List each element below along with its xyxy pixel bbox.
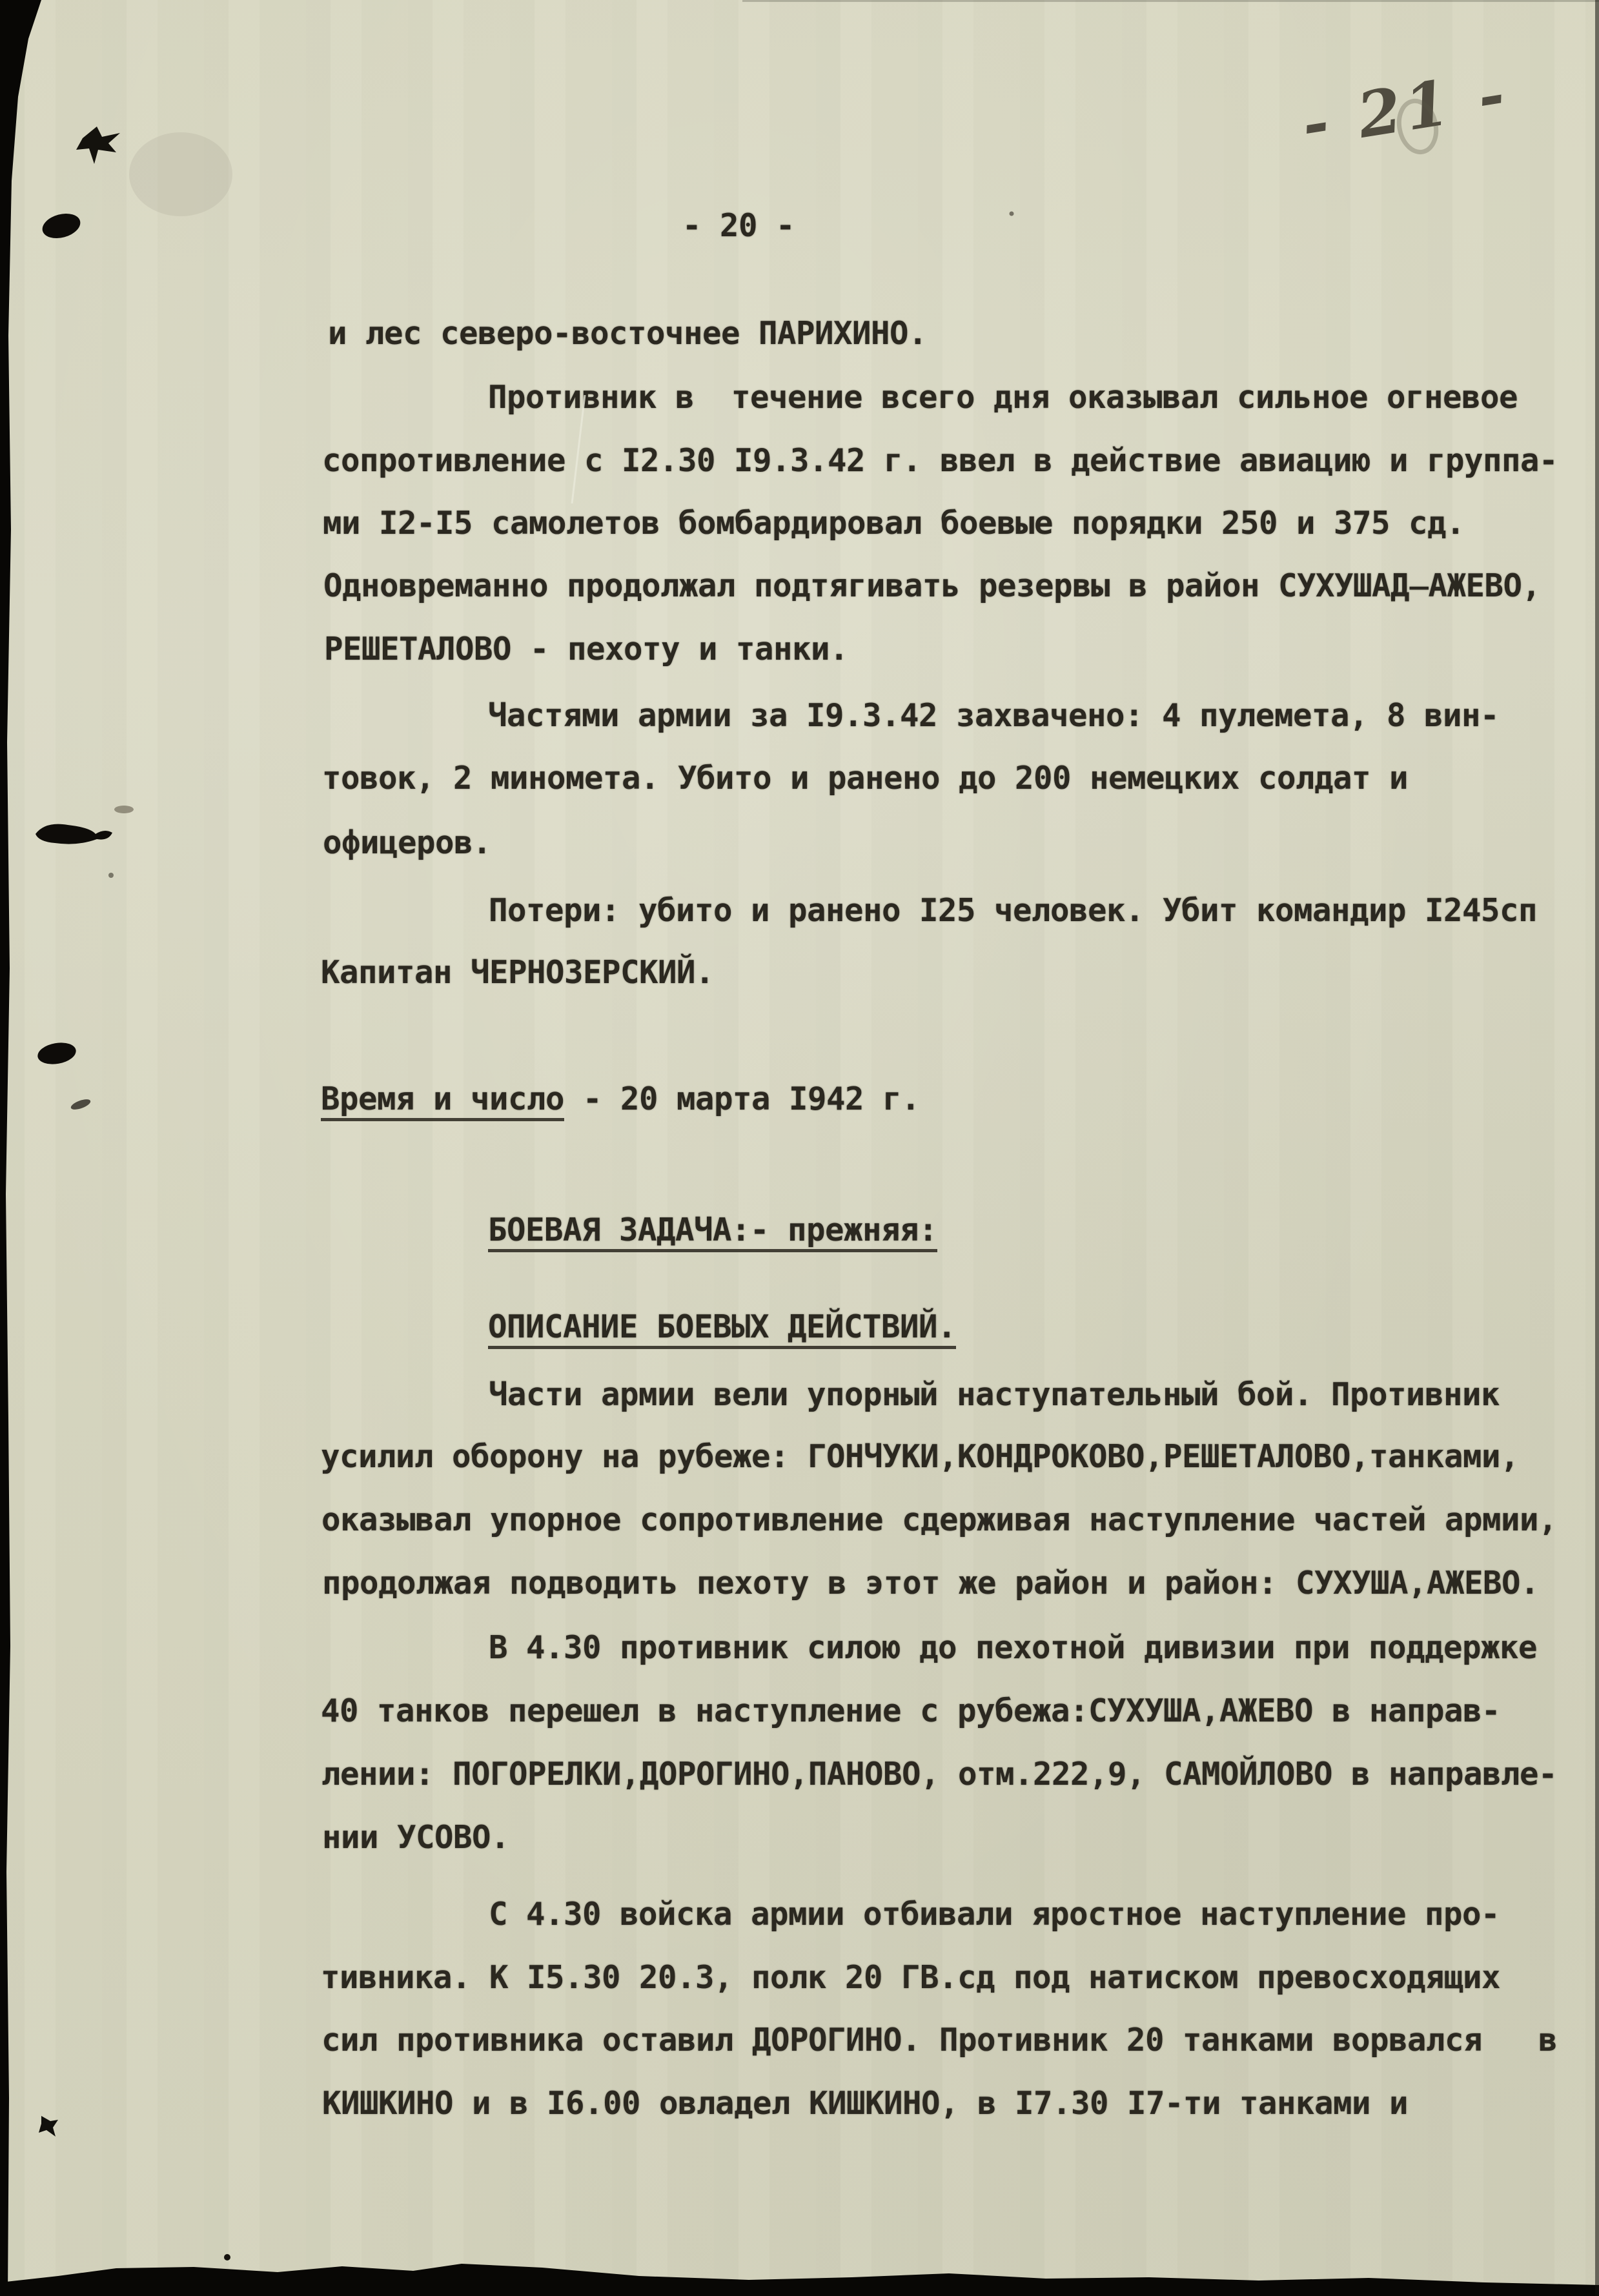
text-line [489,1629,1537,1667]
text-line [322,2084,1408,2123]
line-text: нии УСОВО. [322,1819,510,1856]
line-text: оказывал упорное сопротивление сдерживая наступление частей армии, [321,1501,1558,1538]
ink-blot [39,2116,58,2137]
line-text: Одновреманно продолжал подтягивать резервы в район СУХУШАД̶АЖЕВО, [323,567,1541,604]
text-line [321,1692,1500,1731]
line-text: продолжая подводить пехоту в этот же район и район: СУХУША,АЖЕВО. [322,1565,1540,1601]
text-line [322,759,1408,798]
line-text: ми I2-I5 самолетов бомбардировал боевые порядки 250 и 375 сд. [323,505,1465,542]
line-text: Потери: убито и ранено I25 человек. Убит командир I245сп [489,892,1538,929]
line-text: В 4.30 противник силою до пехотной дивизии при поддержке [489,1629,1538,1666]
scan-bottom-edge [0,2264,1599,2296]
line-text: Частями армии за I9.3.42 захвачено: 4 пулемета, 8 вин- [488,697,1500,734]
line-text: - 20 марта I942 г. [564,1081,921,1117]
scan-right-edge [1595,0,1599,2296]
line-text: Части армии вели упорный наступательный бой. Противник [489,1376,1500,1413]
ink-blot [76,127,120,164]
smudge [129,132,232,216]
ink-blot [36,1040,78,1067]
line-text: Капитан ЧЕРНОЗЕРСКИЙ. [321,954,715,991]
line-text: КИШКИНО и в I6.00 овладел КИШКИНО, в I7.30 I7-ти танками и [322,2085,1409,2122]
underlined-text: БОЕВАЯ ЗАДАЧА:- прежняя: [488,1212,937,1252]
line-text: С 4.30 войска армии отбивали яростное наступление про- [489,1896,1500,1933]
text-line [321,953,714,992]
text-line [322,442,1558,480]
text-line [323,504,1465,543]
text-line [321,1080,920,1119]
text-line [322,1564,1539,1603]
line-text: товок, 2 миномета. Убито и ранено до 200 немецких солдат и [322,760,1409,797]
speck [108,873,114,878]
text-line [488,696,1499,735]
text-line [321,1958,1500,1997]
line-text: тивника. К I5.30 20.3, полк 20 ГВ.сд под натиском превосходящих [321,1959,1501,1996]
text-line [321,1438,1519,1476]
text-line [321,2021,1557,2060]
text-line [488,1211,937,1250]
text-line [323,567,1541,605]
text-line [488,1308,956,1346]
line-text: РЕШЕТАЛОВО - пехоту и танки. [324,631,849,667]
text-line [322,1818,509,1857]
ink-blot [36,824,112,844]
text-line [321,1755,1557,1794]
text-line [489,1376,1500,1414]
text-line [328,314,927,353]
text-line [324,630,848,669]
line-text: Противник в течение всего дня оказывал сильное огневое [488,379,1518,416]
speck [224,2254,230,2260]
text-line [321,1501,1557,1539]
line-text: лении: ПОГОРЕЛКИ,ДОРОГИНО,ПАНОВО, отм.222,9, САМОЙЛОВО в направле- [321,1756,1558,1793]
handwritten-page-number: - 21 - [1297,56,1514,161]
line-text: и лес северо-восточнее ПАРИХИНО. [328,315,928,352]
line-text: сил противника оставил ДОРОГИНО. Противник 20 танками ворвался в [321,2022,1558,2058]
scan-top-edge-line [742,0,1599,2]
text-line [488,378,1518,417]
line-text: офицеров. [323,824,492,861]
text-line [489,1895,1500,1934]
text-line [323,824,491,862]
ink-blot [39,210,83,242]
line-text: сопротивление с I2.30 I9.3.42 г. ввел в действие авиацию и группа- [322,442,1558,479]
underlined-text: ОПИСАНИЕ БОЕВЫХ ДЕЙСТВИЙ. [488,1308,956,1349]
speck [1010,212,1014,216]
ink-dash [70,1097,92,1112]
line-text: усилил оборону на рубеже: ГОНЧУКИ,КОНДРОКОВО,РЕШЕТАЛОВО,танками, [321,1438,1520,1475]
underlined-text: Время и число [321,1081,564,1121]
typed-page-number: - 20 - [682,207,795,244]
scan-left-edge [0,0,41,2296]
line-text: 40 танков перешел в наступление с рубежа:СУХУША,АЖЕВО в направ- [321,1692,1501,1729]
smudge [114,806,134,813]
text-line [489,891,1537,930]
